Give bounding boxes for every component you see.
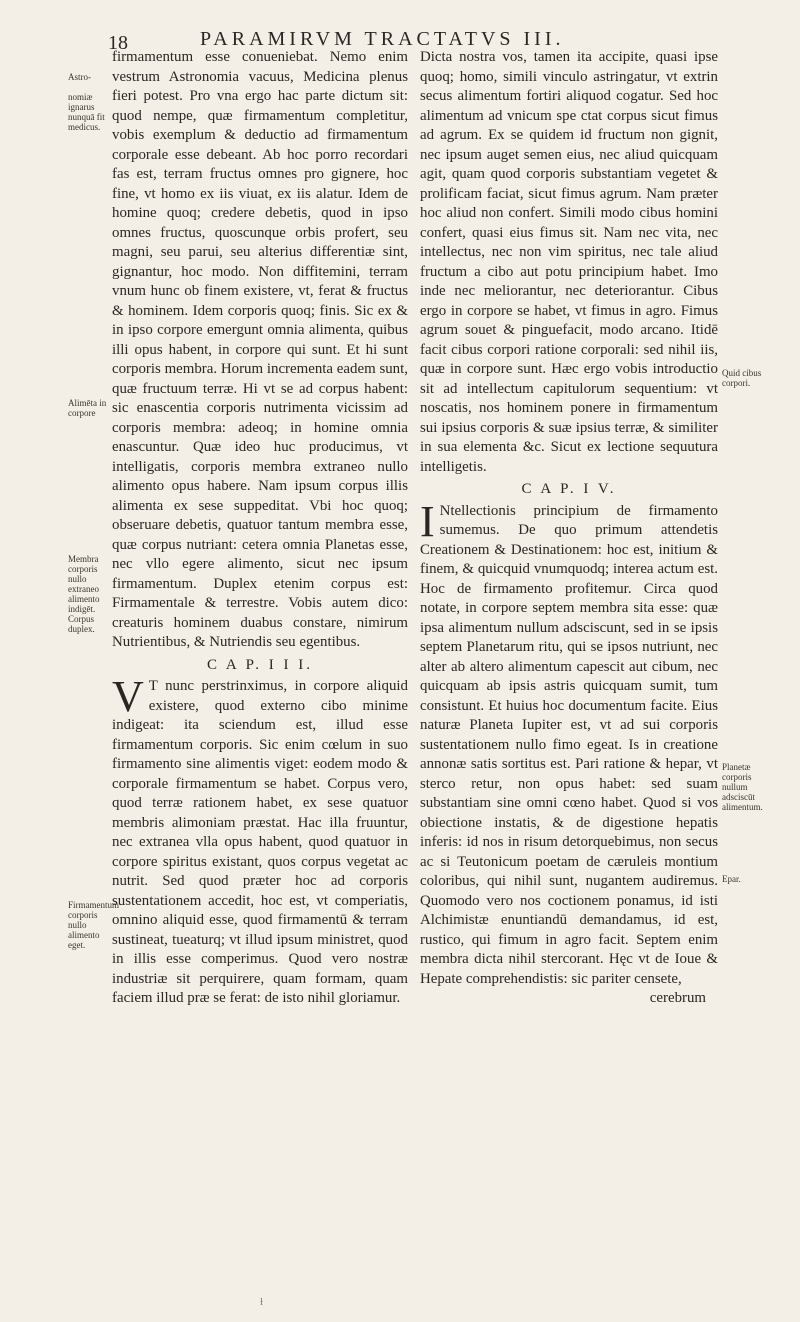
- margin-note-right: [722, 368, 768, 388]
- chapter-heading: C A P. I I I.: [206, 656, 314, 673]
- drop-cap: V: [112, 672, 144, 721]
- page-number: 18: [108, 32, 128, 54]
- margin-note: Alimēta in corpore: [68, 398, 107, 418]
- body-paragraph: Dicta nostra vos, tamen ita accipite, quasi ipse quoq; homo, simili vinculo astringatur, vt extrin secus alimentum fortiri aliquod cogatur. Sed hoc alimentum ad vnicum spe ctat corpus sicut fimus ad agrum. Ex se quidem id fructum non gignit, nec ipsum auget semen eius, nec aliud quicquam agit, quam quod corporis substantiam vegetet & prolificam faciat, sicut fimus agrum. Nam præter hoc aliud non confert. Simili modo cibus homini confert, quasi eius fimus sit. Nam nec vita, nec intellectus, nec non vim spiritus, nec tale aliud fructum a cibo aut potu principium habet. Imo inde nec meliorantur, nec deteriorantur. Cibus ergo in corpore se habet, vt fimus in agro. Fimus agrum souet & pinguefacit, modo arcano. Itidē facit cibus corpori ratione corporali: sed nihil iis, quæ in corpore sunt. Hæc ergo vobis introductio sit ad intellectum capitulorum sequentium: vt noscatis, nos hominem ponere in firmamentum sui ipsius corporis & suæ ipsius terræ, & similiter in sua elementa &c. Sicut ex lectione sequutura intelligetis.: [420, 49, 718, 475]
- margin-note-left: [68, 398, 112, 418]
- body-paragraph: [420, 496, 718, 990]
- margin-note: Membra corporis nullo extraneo alimento indigēt. Corpus duplex.: [68, 554, 100, 634]
- footer-mark: ɫ: [260, 1296, 264, 1308]
- running-head: PARAMIRVM TRACTATVS III.: [200, 28, 565, 50]
- margin-note: Quid cibus corpori.: [722, 368, 762, 388]
- margin-note: Planetæ corporis nullum adsciscūt alimentum.: [722, 762, 763, 812]
- margin-note-right: [722, 874, 768, 884]
- body-paragraph: [112, 672, 408, 1009]
- margin-note-right: [722, 762, 768, 812]
- paragraph-text: T nunc perstrinximus, in corpore aliquid existere, quod externo cibo minime indigeat: ita sciendum est, illud esse firmamentum corporis. Sic enim cœlum in suo firmamento sine alimentis viget: eodem modo & corporale firmamentum se habet. Corpus vero, quod terræ rationem habet, ex sese quatuor membris alimoniam præstat. Hac illa fruuntur, nec extranea vlla opus habent, quod quatuor in corpore spiritus existant, quos corpus vegetat ac nutrit. Sed quod præter hoc ad corporis sustentationem accedit, hoc est, vt comperiatis, omnino aliquid esse, quod firmamentū & terram sustineat, tueaturq; vt illud ipsum ministret, quod in illis esse comperimus. Quod vero nostræ industriæ sit perquirere, quam formam, quam faciem illud præ se ferat: de isto nihil gloriamur.: [112, 678, 408, 1006]
- drop-cap: I: [420, 496, 435, 546]
- margin-note-left: [68, 900, 119, 950]
- right-column: [420, 48, 718, 1288]
- margin-note: nomiæ ignarus nunquā fit medicus.: [68, 92, 105, 132]
- chapter-heading: C A P. I V.: [521, 481, 617, 497]
- body-paragraph: firmamentum esse conueniebat. Nemo enim vestrum Astronomia vacuus, Medicina plenus fieri potest. Pro vna ergo hac parte dictum sit: quod nempe, quæ firmamentum completitur, vobis exemplum & deductio ad firmamentum corporale esse debeant. Ab hoc porro recordari fas est, terram fructus omnes pro gignere, hoc fine, vt homo ex iis viuat, ex iis alatur. Idem de homine quoq; credere debetis, quod in ipso omnes fructus, quoscunque orbis profert, seu magni, seu parui, seu alterius differentiæ sint, gignantur, hoc modo. Non diffitemini, terram vnum hunc ob finem existere, vt, ferat & fructus & hominem. Idem corporis quoq; finis. Sic ex & in ipso corpore emergunt omnia alimenta, quibus illi opus habent, in corpore qui sunt. Et hi sunt corporis membra. Horum incrementa eadem sunt, quæ fructuum terræ. Hi vt se ad corpus habent: sic enascentia corporis nutrimenta vicissim ad corporis membra: adeoq; in homine omnia enascuntur. Quæ ideo huc producimus, vt intelligatis, corporis membra extraneo nullo alimento opus habere. Nam ipsum corpus illis alimenta ex sese suppeditat. Vbi hoc quoq; obseruare debetis, quatuor tantum membra esse, quæ corpus nutriant: cetera omnia Planetas esse, nec vllo egere alimento, sicut nec ipsum firmamentum. Duplex etenim corpus est: Firmamentale & terrestre. Vobis autem dico: creaturis hominem duabus constare, nimirum Nutrientibus, & Nutriendis seu egentibus.: [112, 49, 408, 650]
- margin-note: Firmamentum corporis nullo alimento eget.: [68, 900, 119, 950]
- paragraph-text: Ntellectionis principium de firmamento sumemus. De quo primum attendetis Creationem & Destinationem: hoc est, initium & finem, & quicquid vnumquodq; interea actum est. Hoc de firmamento profitemur. Circa quod notate, in corpore septem membra sita esse: quæ ipsa alimentum nullum adsciscunt, sed in se ipsis septem Planetarum ritu, qui se ipsos nutriunt, nec alter ab altero alimentum capescit aut cibum, nec quicquam ab ipsis astris quicquam sumit, tum consistunt. Et huius hoc documentum facite. Eius naturæ Planeta Iupiter est, vt ad sui corporis sustentationem nullo fimo egeat. Is in creatione annonæ satis sortitus est. Pari ratione & hepar, vt sterco retur, non opus habet: sed suam substantiam sine omni cœno habet. Quod si vos obiectione instatis, & de digestione hepatis inferis: id nos in risum detorquebimus, non secus ac si Teutonicum poetam de cæruleis montium coloribus, qui nihil sunt, nugantem audiremus. Quomodo vero nos coctionem ponamus, id isti Alchimistæ enuntiandū demandamus, id est, rustico, qui fimum in agro facit. Septem enim membra dicta nihil stercorant. Hęc vt de Ioue & Hepate comprehendistis: sic pariter censete,: [420, 502, 718, 987]
- margin-note-left: [68, 554, 112, 634]
- left-column: [112, 48, 408, 1288]
- margin-note: Astro-: [68, 72, 91, 82]
- margin-note: Epar.: [722, 874, 741, 884]
- catchword: cerebrum: [649, 990, 706, 1006]
- margin-note-left: [68, 72, 112, 82]
- margin-note-left: [68, 92, 112, 132]
